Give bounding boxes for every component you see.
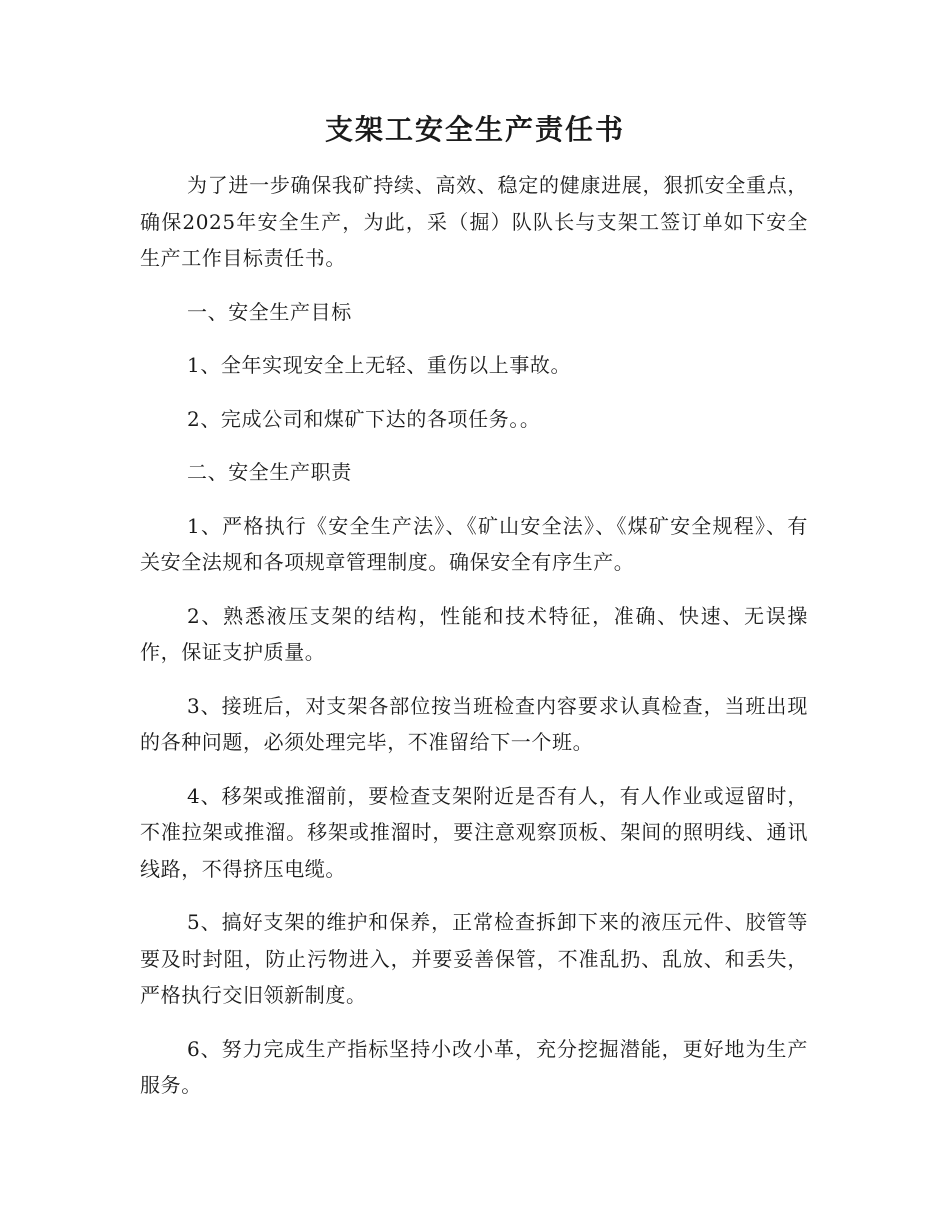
- duty-item-5: 5、搞好支架的维护和保养，正常检查拆卸下来的液压元件、胶管等要及时封阻，防止污物进入，并要妥善保管，不准乱扔、乱放、和丢失，严格执行交旧领新制度。: [140, 910, 808, 1007]
- duty-item-6: 6、努力完成生产指标坚持小改小革，充分挖掘潜能，更好地为生产服务。: [140, 1036, 808, 1097]
- duty-item-4: 4、移架或推溜前，要检查支架附近是否有人，有人作业或逗留时，不准拉架或推溜。移架或推溜时，要注意观察顶板、架间的照明线、通讯线路，不得挤压电缆。: [140, 783, 808, 881]
- intro-paragraph: 为了进一步确保我矿持续、高效、稳定的健康进展，狠抓安全重点，确保2025年安全生产，为此，采（掘）队队长与支架工签订单如下安全生产工作目标责任书。: [140, 173, 808, 270]
- goal-item-2: 2、完成公司和煤矿下达的各项任务。。: [187, 406, 541, 431]
- duty-item-3: 3、接班后，对支架各部位按当班检查内容要求认真检查，当班出现的各种问题，必须处理完毕，不准留给下一个班。: [140, 693, 808, 754]
- goal-item-1: 1、全年实现安全上无轻、重伤以上事故。: [187, 353, 572, 377]
- duty-item-1: 1、严格执行《安全生产法》、《矿山安全法》、《煤矿安全规程》、有关安全法规和各项规章管理制度。确保安全有序生产。: [140, 513, 808, 574]
- document-title: 支架工安全生产责任书: [324, 113, 625, 146]
- section-heading-duties: 二、安全生产职责: [187, 460, 352, 484]
- document-body: [140, 167, 808, 1121]
- section-heading-goals: 一、安全生产目标: [187, 299, 352, 324]
- duty-item-2: 2、熟悉液压支架的结构，性能和技术特征，准确、快速、无误操作，保证支护质量。: [140, 603, 808, 664]
